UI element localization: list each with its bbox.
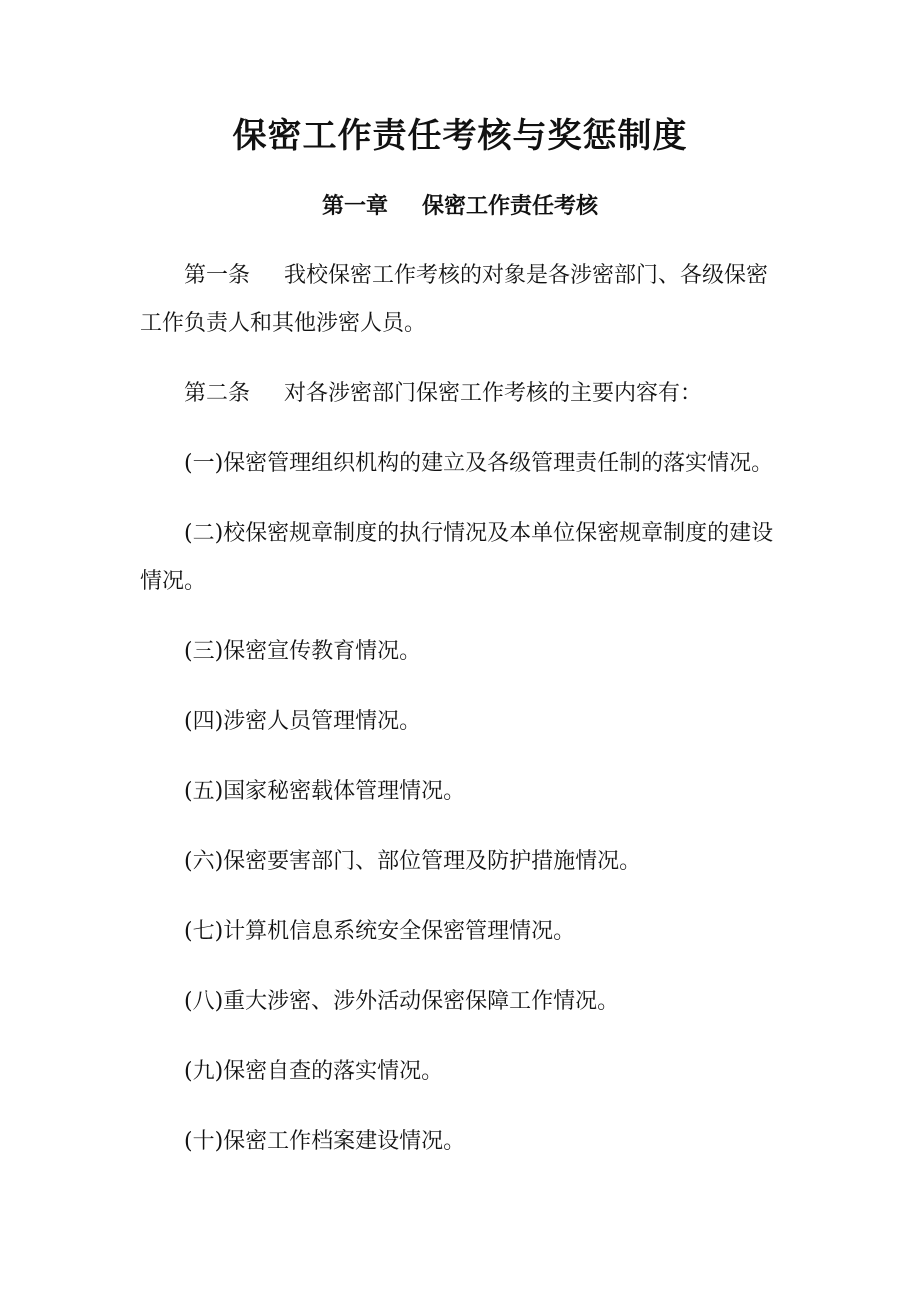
article-number: 第一条	[184, 263, 251, 288]
list-item: (三)保密宣传教育情况。	[184, 639, 422, 664]
list-item: (七)计算机信息系统安全保密管理情况。	[184, 919, 576, 944]
article-text: 对各涉密部门保密工作考核的主要内容有：	[284, 381, 703, 406]
list-item: (五)国家秘密载体管理情况。	[184, 779, 466, 804]
chapter-title: 保密工作责任考核	[422, 193, 599, 219]
chapter-heading	[0, 190, 920, 222]
article-1	[140, 252, 790, 348]
article-text: 我校保密工作考核的对象是各涉密部门、各级保密工作负责人和其他涉密人员。	[140, 263, 769, 336]
list-item: (六)保密要害部门、部位管理及防护措施情况。	[184, 849, 642, 874]
chapter-number: 第一章	[321, 193, 388, 219]
list-item: (二)校保密规章制度的执行情况及本单位保密规章制度的建设情况。	[140, 521, 774, 594]
list-item: (十)保密工作档案建设情况。	[184, 1129, 466, 1154]
article-2	[140, 370, 790, 418]
list-item: (四)涉密人员管理情况。	[184, 709, 422, 734]
list-item: (八)重大涉密、涉外活动保密保障工作情况。	[184, 989, 620, 1014]
document-title: 保密工作责任考核与奖惩制度	[232, 116, 688, 156]
list-item: (一)保密管理组织机构的建立及各级管理责任制的落实情况。	[184, 451, 774, 476]
list-item: (九)保密自查的落实情况。	[184, 1059, 444, 1084]
article-number: 第二条	[184, 381, 251, 406]
